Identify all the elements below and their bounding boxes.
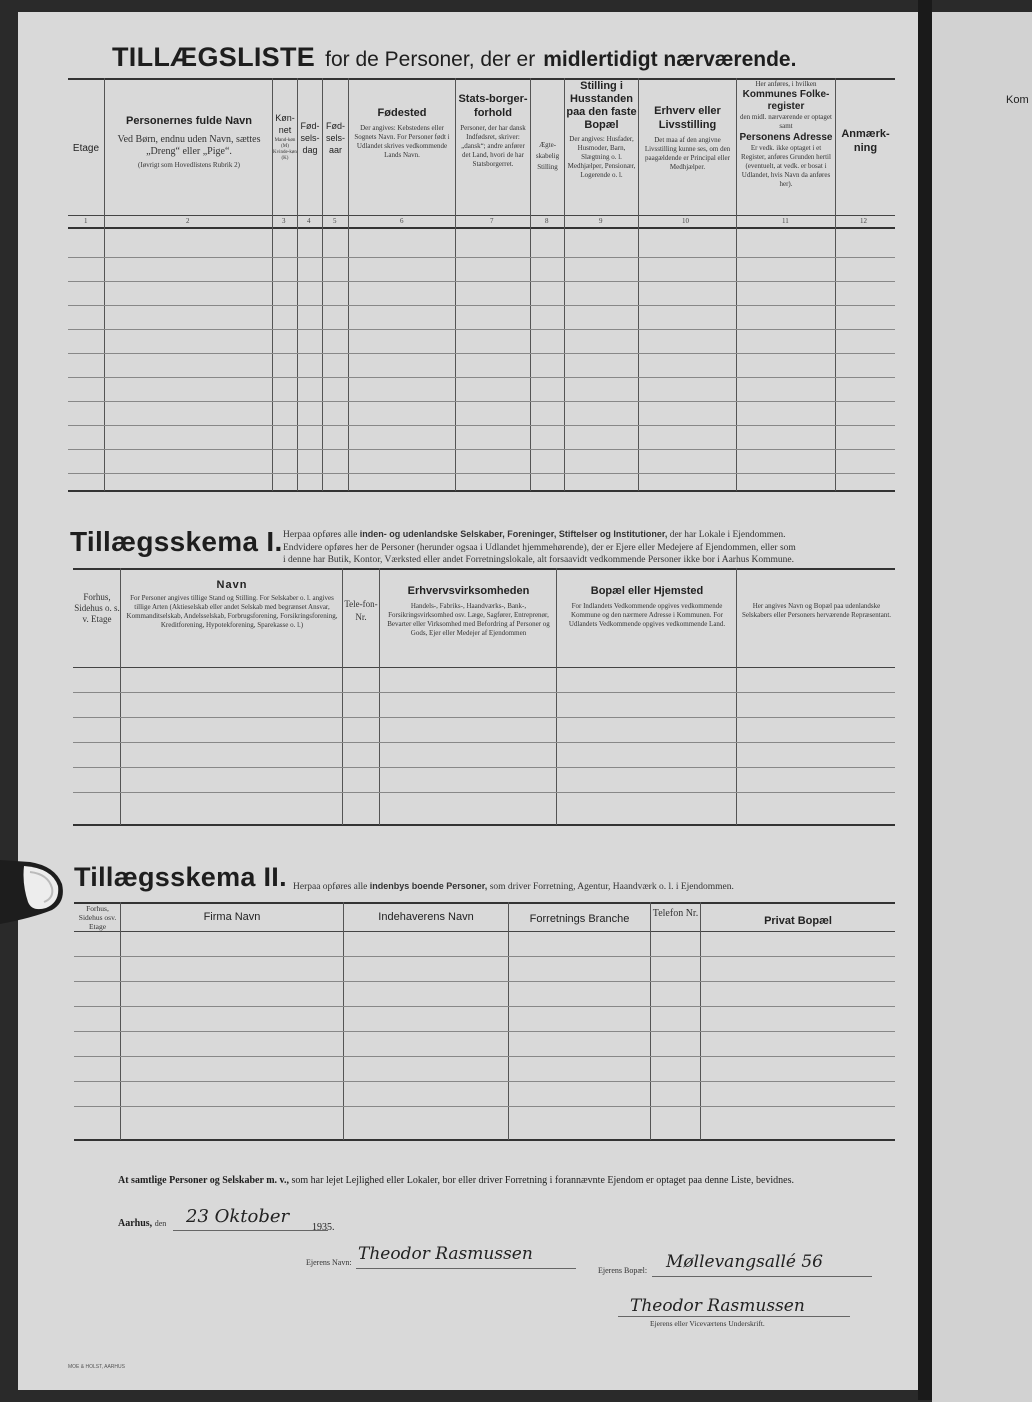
schema1-col-business: Erhvervsvirksomheden Handels-, Fabriks-, Haandværks-, Bank-, Forsikringsvirksomhed osv. Læge, Sagfører, Entreprenør, Bevarter eller Virksomhed med Befordring af Personer og Gods, Ejer eller Medejer af Ejendommen: [387, 585, 550, 637]
list-title-rest: for de Personer, der er: [325, 48, 536, 71]
schema2-title: Tillægsskema II.: [74, 862, 287, 892]
facing-page: [932, 12, 1032, 1402]
list-col-citizenship: Stats-borger-forhold Personer, der har dansk Indfødsret, skriver: „dansk“; andre anfører det Land, hvori de har Statsborgerret.: [458, 93, 528, 168]
list-col-sex: Køn-net Mand-køn (M) Kvinde-køn (K): [273, 113, 297, 161]
list-col-occupation: Erhverv eller Livsstilling Det maa af den angivne Livsstilling kunne ses, om den paagældende er Principal eller Medhjælper.: [644, 105, 731, 171]
list-title-big: TILLÆGSLISTE: [112, 42, 316, 72]
owner-address-handwritten: Møllevangsallé 56: [666, 1252, 823, 1272]
signature-label: Ejerens eller Viceværtens Underskrift.: [650, 1319, 765, 1328]
schema1-col-representative: Her angives Navn og Bopæl paa udenlandske Selskabers eller Personers herværende Repræsentant.: [741, 602, 892, 619]
book-spine: [918, 0, 932, 1400]
printer-mark: MOE & HOLST, AARHUS: [68, 1364, 125, 1370]
list-col-remark: Anmærk-ning: [841, 128, 890, 154]
schema2-col-floor: Forhus, Sidehus osv. Etage: [78, 904, 117, 931]
schema2-col-phone: Telefon Nr.: [652, 908, 699, 919]
date-handwritten: 23 Oktober: [186, 1206, 290, 1227]
schema1-col-floor: Forhus, Sidehus o. s. v. Etage: [74, 592, 120, 624]
schema1-col-name: Navn For Personer angives tillige Stand og Stilling. For Selskaber o. l. angives tillige Arten (Aktieselskab eller andet Selskab med begrænset Ansvar, Kommanditselskab, Andelsselskab, Forbrugsforening, Forsikringsforening, Kreditforening, Hypotekforening, Sparekasse o. l.): [126, 579, 338, 629]
schema1-intro: Herpaa opføres alle inden- og udenlandske Selskaber, Foreninger, Stiftelser og Institutioner, der har Lokale i Ejendommen. Endvidere opføres her de Personer (herunder ogsaa i Udlandet hjemmehørende), der er Ejere eller Medejere af Ejendommen, eller som i denne har Butik, Kontor, Værksted eller andet Forretningslokale, alt forsaavidt vedkommende Personer ikke bor i Aarhus Kommune.: [283, 529, 796, 565]
place-date: Aarhus, den: [118, 1218, 167, 1229]
facing-page-fragment: Kom: [1006, 94, 1029, 106]
thumb-image: [0, 858, 70, 928]
schema2-col-firm: Firma Navn: [203, 911, 261, 923]
schema2-col-private: Privat Bopæl: [764, 915, 832, 927]
list-col-name: Personernes fulde Navn Ved Børn, endnu uden Navn, sættes „Dreng“ eller „Pige“. (Iøvrigt som Hovedlistens Rubrik 2): [117, 115, 261, 169]
schema1-col-residence: Bopæl eller Hjemsted For Indlandets Vedkommende opgives vedkommende Kommune og den nærmere Adresse i Kommunen. For Udlandets Vedkommende opgives vedkommende Land.: [568, 585, 726, 628]
list-col-birthyear: Fød-sels-aar: [325, 121, 345, 155]
signature-handwritten: Theodor Rasmussen: [630, 1296, 805, 1316]
owner-address-label: Ejerens Bopæl:: [598, 1266, 648, 1275]
declaration: At samtlige Personer og Selskaber m. v., som har lejet Lejlighed eller Lokaler, bor eller driver Forretning i forannævnte Ejendom er optaget paa denne Liste, bevidnes.: [118, 1175, 794, 1186]
owner-name-label: Ejerens Navn:: [306, 1258, 352, 1267]
form-page: TILLÆGSLISTE for de Personer, der er midlertidigt nærværende. Etage Personernes fulde Navn Ved Børn, endnu uden Navn, sættes „Dreng“ eller „Pige“. (Iøvrigt som Hovedlistens Rubrik 2) Køn-net Mand-køn (M) Kvinde-køn (K) Fød-sels-dag Fød-sels-aar Fødested Der angives: Kebstedens eller Sognets Navn. For Personer født i Udlandet skrives vedkommende Lands Navn. Stats-borger-forhold Personer, der har dansk Indfødsret, skriver: „dansk“; andre anfører det Land, hvori de har Statsborgerret. Ægte-skabelig Stilling Stilling i Husstanden paa den faste Bopæl Der angives: Husfader, Husmoder, Barn, Slægtning o. l. Medhjælper, Pensionær, Logerende o. l. Erhverv eller Livsstilling Det maa af den angivne Livsstilling kunne ses, om den paagældende er Principal eller Medhjælper. Her anføres, i hvilken Kommunes Folke-register den midl. nærværende er optaget samt Personens Adresse Er vedk. ikke optaget i et Register, anføres Grunden hertil (eventuelt, at vedk. er bosat i Udlandet, hvis Navn da anføres her). Anmærk-ning 1 2 3 4 5 6 7 8 9 10 11 12 Tillægsskema I. Herpaa opføres alle inden- og udenlandske Selskaber, Foreninger, Stiftelser og Institutioner, der har Lokale i Ejendommen. Endvidere opføres her de Personer (herunder ogsaa i Udlandet hjemmehørende), der er Ejere eller Medejere af Ejendommen, eller som i denne har Butik, Kontor, Værksted eller andet Forretningslokale, alt forsaavidt vedkommende Personer ikke bor i Aarhus Kommune. Forhus, Sidehus o. s. v. Etage Navn For Personer angives tillige Stand og Stilling. For Selskaber o. l. angives tillige Arten (Aktieselskab eller andet Selskab med begrænset Ansvar, Kommanditselskab, Andelsselskab, Forbrugsforening, Forsikringsforening, Kreditforening, Hypotekforening, Sparekasse o. l.) Tele-fon-Nr. Erhvervsvirksomheden Handels-, Fabriks-, Haandværks-, Bank-, Forsikringsvirksomhed osv. Læge, Sagfører, Entreprenør, Bevarter eller Virksomhed med Befordring af Personer og Gods, Ejer eller Medejer af Ejendommen Bopæl eller Hjemsted For Indlandets Vedkommende opgives vedkommende Kommune og den nærmere Adresse i Kommunen. For Udlandets Vedkommende opgives vedkommende Land. Her angives Navn og Bopæl paa udenlandske Selskabers eller Personers herværende Repræsentant. Tillægsskema II. Herpaa opføres alle indenbys boende Personer, som driver Forretning, Agentur, Haandværk o. l. i Ejendommen. Forhus, Sidehus osv. Etage Firma Navn Indehaverens Navn Forretnings Branche Telefon Nr. Privat Bopæl At samtlige Personer og Selskaber m. v., som har lejet Lejlighed eller Lokaler, bor eller driver Forretning i forannævnte Ejendom er optaget paa denne Liste, bevidnes. Aarhus, den 23 Oktober 1935. Ejerens Navn: Theodor Rasmussen Ejerens Bopæl: Møllevangsallé 56 Theodor Rasmussen Ejerens eller Viceværtens Underskrift. MOE & HOLST, AARHUS: [18, 12, 918, 1390]
list-col-household: Stilling i Husstanden paa den faste Bopæl Der angives: Husfader, Husmoder, Barn, Slægtning o. l. Medhjælper, Pensionær, Logerende o. l.: [566, 80, 637, 179]
schema2-col-owner: Indehaverens Navn: [378, 911, 474, 923]
schema1-col-phone: Tele-fon-Nr.: [344, 599, 378, 622]
schema2-col-branch: Forretnings Branche: [529, 913, 630, 925]
schema1-title: Tillægsskema I.: [70, 526, 283, 557]
list-title-bold: midlertidigt nærværende.: [543, 48, 797, 71]
list-col-birthday: Fød-sels-dag: [300, 121, 320, 155]
owner-name-handwritten: Theodor Rasmussen: [358, 1244, 533, 1264]
list-title: [112, 42, 796, 73]
schema2-intro: Herpaa opføres alle indenbys boende Personer, som driver Forretning, Agentur, Haandværk o. l. i Ejendommen.: [293, 881, 734, 892]
year: 1935.: [312, 1222, 335, 1233]
list-col-etage: Etage: [72, 143, 100, 154]
list-col-marital: Ægte-skabelig Stilling: [535, 141, 560, 171]
list-col-birthplace: Fødested Der angives: Kebstedens eller Sognets Navn. For Personer født i Udlandet skrives vedkommende Lands Navn.: [354, 107, 450, 159]
list-col-register: Her anføres, i hvilken Kommunes Folke-register den midl. nærværende er optaget samt Personens Adresse Er vedk. ikke optaget i et Register, anføres Grunden hertil (eventuelt, at vedk. er bosat i Udlandet, hvis Navn da anføres her).: [739, 80, 833, 188]
